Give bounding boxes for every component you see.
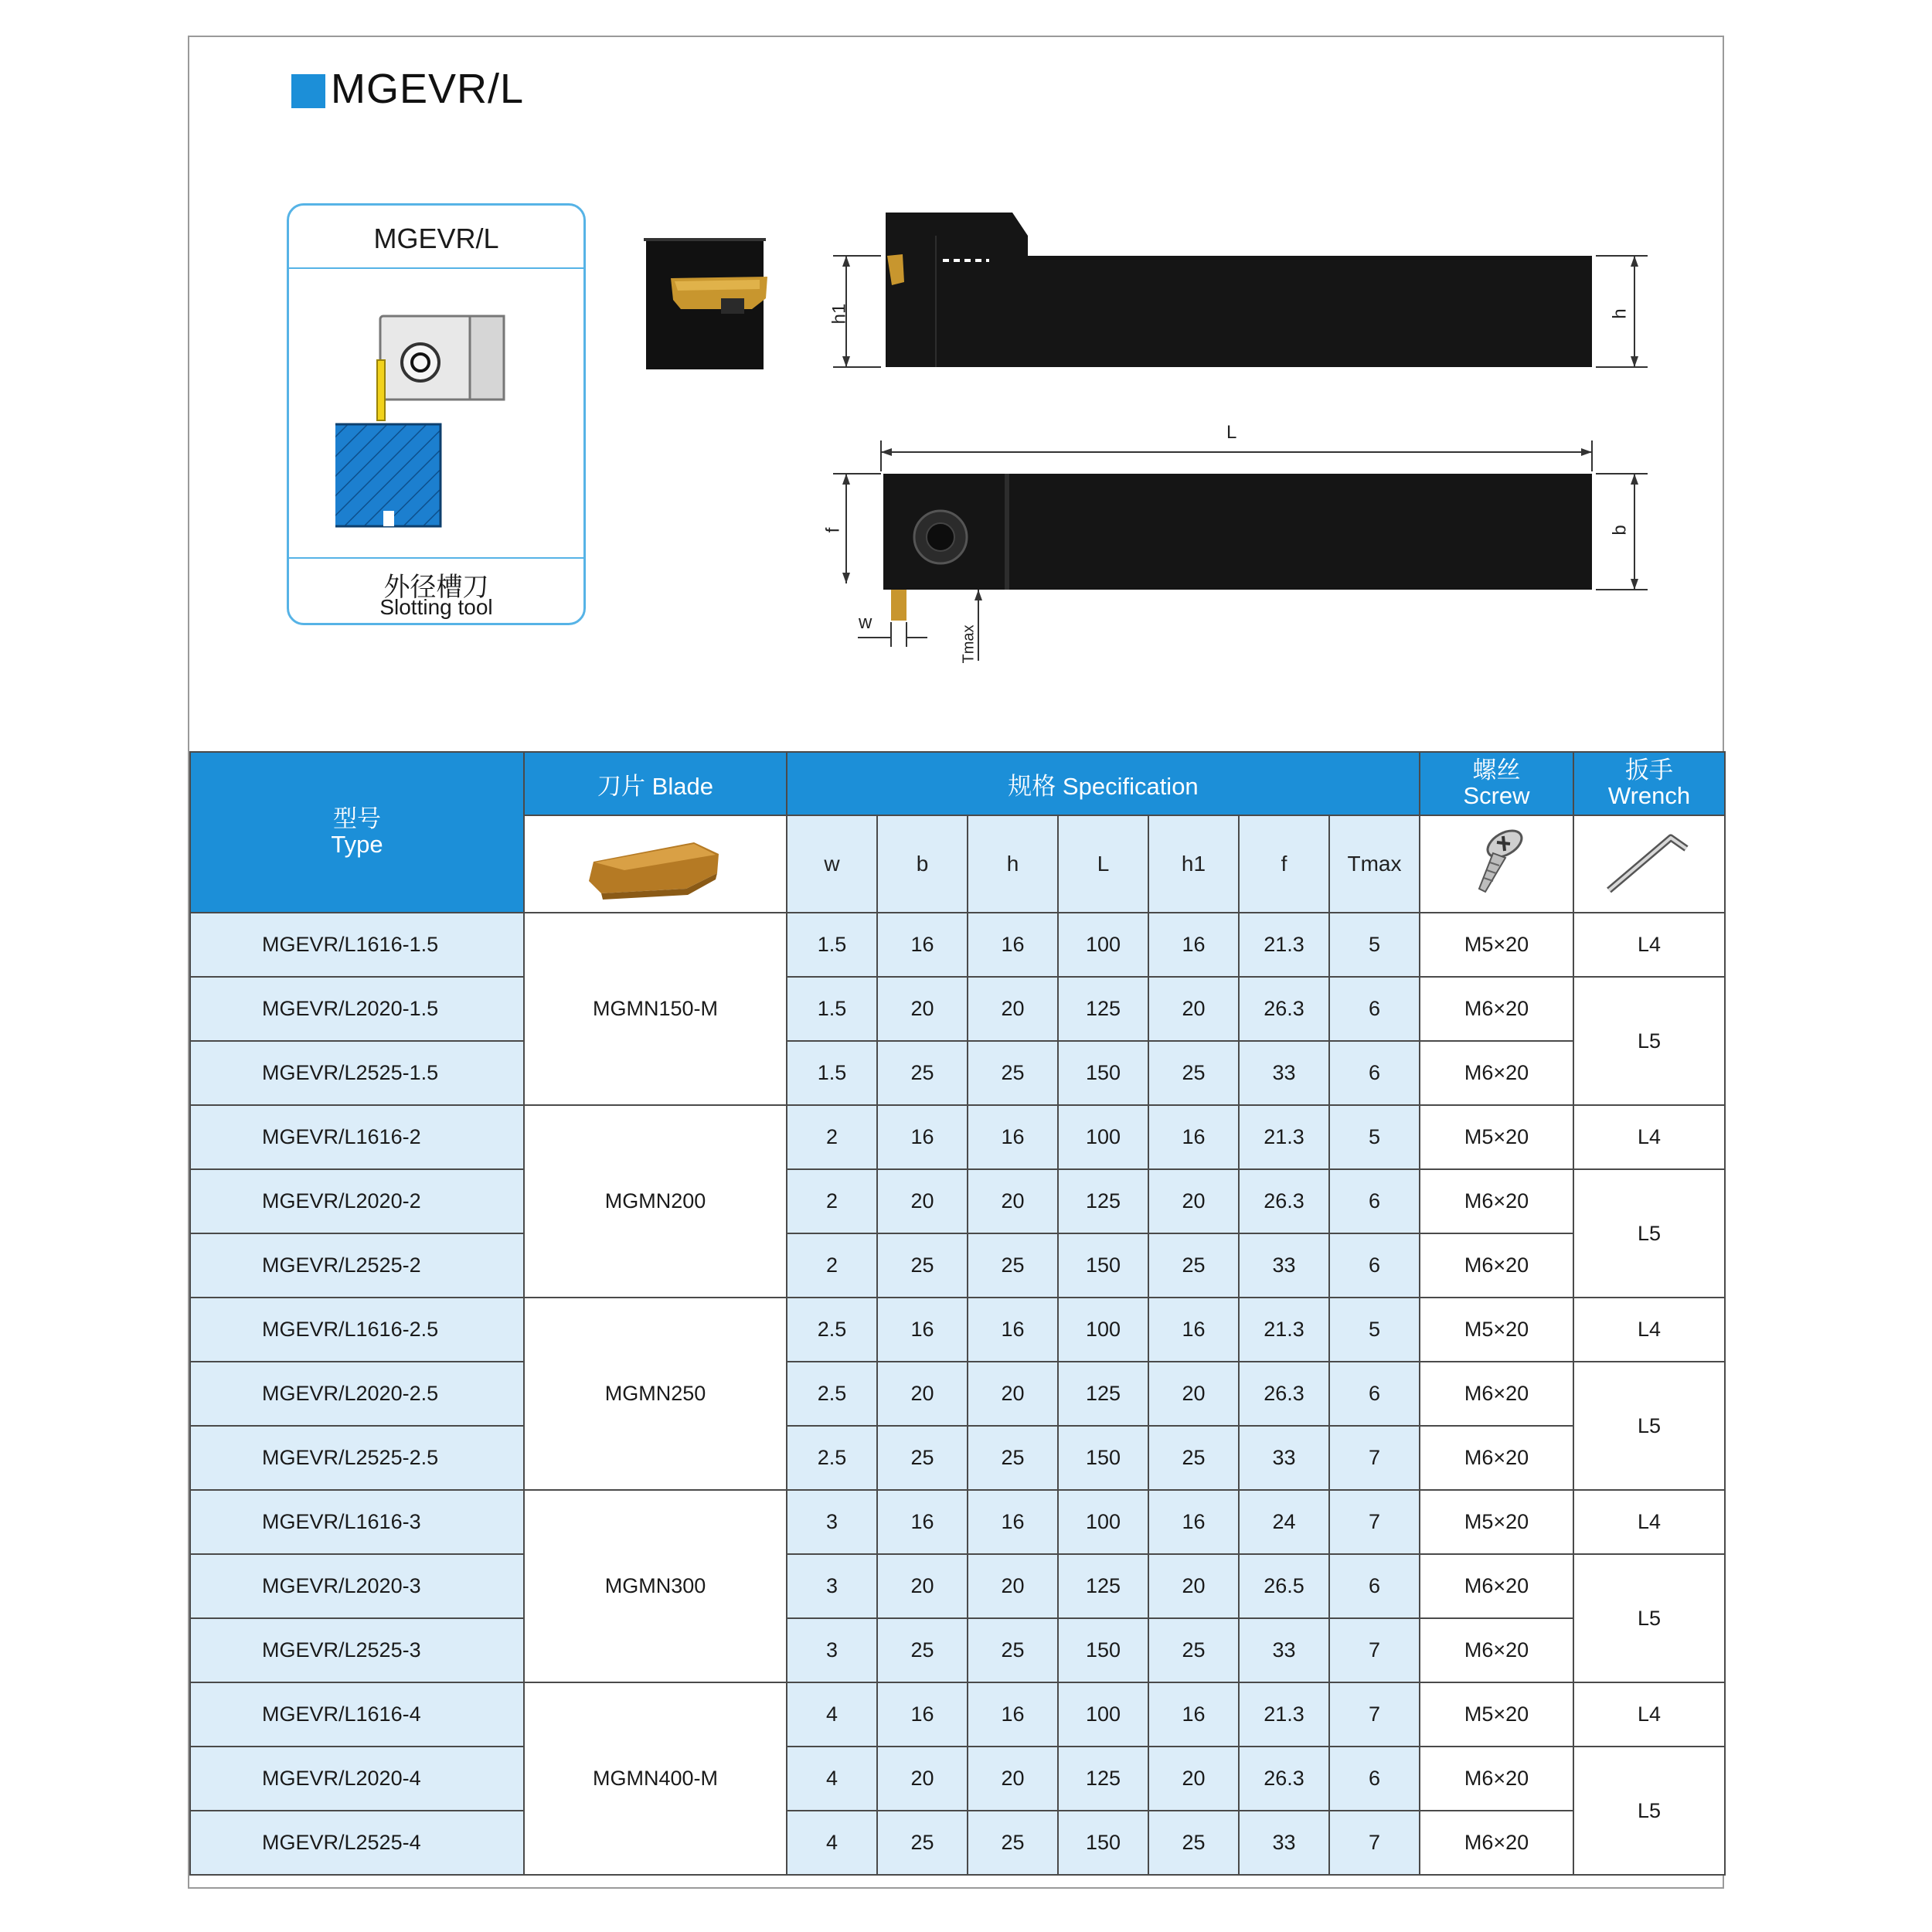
spec-cell-h1: 25 <box>1148 1811 1239 1875</box>
spec-cell-f: 26.3 <box>1239 1362 1329 1426</box>
spec-cell-l: 100 <box>1058 1298 1148 1362</box>
spec-cell-f: 21.3 <box>1239 1105 1329 1169</box>
spec-cell-b: 20 <box>877 1554 968 1618</box>
spec-cell-b: 20 <box>877 1362 968 1426</box>
spec-cell-b: 20 <box>877 977 968 1041</box>
wrench-header: 扳手 Wrench <box>1573 752 1725 815</box>
slotting-illustration <box>335 298 544 546</box>
wrench-cell: L5 <box>1573 1362 1725 1490</box>
wrench-cell: L4 <box>1573 1490 1725 1554</box>
spec-cell-w: 2 <box>787 1105 877 1169</box>
type-cell: MGEVR/L2525-1.5 <box>190 1041 524 1105</box>
type-cell: MGEVR/L1616-1.5 <box>190 913 524 977</box>
spec-cell-h1: 20 <box>1148 1362 1239 1426</box>
spec-cell-w: 3 <box>787 1618 877 1682</box>
spec-cell-h: 20 <box>968 1747 1058 1811</box>
spec-cell-w: 3 <box>787 1490 877 1554</box>
spec-cell-h: 16 <box>968 1682 1058 1747</box>
col-h1: h1 <box>1148 815 1239 913</box>
spec-cell-f: 33 <box>1239 1233 1329 1298</box>
spec-cell-tmax: 6 <box>1329 1747 1420 1811</box>
spec-cell-w: 2 <box>787 1233 877 1298</box>
col-h: h <box>968 815 1058 913</box>
spec-cell-l: 125 <box>1058 1169 1148 1233</box>
blade-cell: MGMN300 <box>524 1490 787 1682</box>
insert-icon <box>578 819 733 904</box>
spec-cell-h1: 25 <box>1148 1233 1239 1298</box>
spec-cell-b: 25 <box>877 1233 968 1298</box>
spec-cell-tmax: 7 <box>1329 1811 1420 1875</box>
spec-cell-h: 25 <box>968 1811 1058 1875</box>
spec-cell-w: 2.5 <box>787 1426 877 1490</box>
wrench-cell: L4 <box>1573 1298 1725 1362</box>
L-label: L <box>1226 422 1237 443</box>
spec-cell-b: 25 <box>877 1618 968 1682</box>
type-cell: MGEVR/L2020-4 <box>190 1747 524 1811</box>
spec-cell-f: 26.3 <box>1239 977 1329 1041</box>
col-w: w <box>787 815 877 913</box>
b-label: b <box>1609 525 1631 536</box>
spec-cell-tmax: 6 <box>1329 1041 1420 1105</box>
spec-cell-l: 100 <box>1058 1105 1148 1169</box>
spec-cell-w: 3 <box>787 1554 877 1618</box>
tmax-label: Tmax <box>960 624 978 664</box>
blade-insert-image <box>524 815 787 913</box>
screw-cell: M6×20 <box>1420 1233 1573 1298</box>
spec-cell-l: 150 <box>1058 1618 1148 1682</box>
spec-cell-w: 2.5 <box>787 1298 877 1362</box>
spec-cell-b: 16 <box>877 1105 968 1169</box>
spec-cell-l: 150 <box>1058 1233 1148 1298</box>
table-row <box>190 1554 1725 1618</box>
spec-cell-b: 16 <box>877 913 968 977</box>
spec-cell-tmax: 7 <box>1329 1618 1420 1682</box>
type-cell: MGEVR/L1616-3 <box>190 1490 524 1554</box>
blade-cell: MGMN250 <box>524 1298 787 1490</box>
screw-cell: M6×20 <box>1420 1362 1573 1426</box>
spec-cell-l: 100 <box>1058 913 1148 977</box>
spec-cell-f: 21.3 <box>1239 1298 1329 1362</box>
spec-cell-tmax: 5 <box>1329 1298 1420 1362</box>
screw-cell: M6×20 <box>1420 1747 1573 1811</box>
table-row <box>190 1682 1725 1747</box>
spec-cell-w: 4 <box>787 1747 877 1811</box>
type-cell: MGEVR/L2020-3 <box>190 1554 524 1618</box>
spec-cell-h1: 25 <box>1148 1618 1239 1682</box>
screw-cell: M6×20 <box>1420 977 1573 1041</box>
spec-cell-h: 20 <box>968 1169 1058 1233</box>
card-title: MGEVR/L <box>373 223 499 254</box>
screw-header: 螺丝 Screw <box>1420 752 1573 815</box>
blade-cell: MGMN400-M <box>524 1682 787 1875</box>
spec-cell-l: 150 <box>1058 1811 1148 1875</box>
spec-cell-f: 33 <box>1239 1426 1329 1490</box>
spec-cell-h: 16 <box>968 1105 1058 1169</box>
spec-cell-h1: 20 <box>1148 977 1239 1041</box>
spec-cell-f: 21.3 <box>1239 1682 1329 1747</box>
spec-cell-h: 20 <box>968 977 1058 1041</box>
spec-header: 规格 Specification <box>787 752 1420 815</box>
wrench-icon <box>1603 827 1696 896</box>
col-b: b <box>877 815 968 913</box>
screw-cell: M6×20 <box>1420 1169 1573 1233</box>
spec-cell-l: 100 <box>1058 1490 1148 1554</box>
type-cell: MGEVR/L2525-2 <box>190 1233 524 1298</box>
spec-cell-b: 25 <box>877 1041 968 1105</box>
spec-cell-b: 25 <box>877 1811 968 1875</box>
title-marker <box>291 74 325 108</box>
spec-cell-f: 26.3 <box>1239 1169 1329 1233</box>
spec-cell-h: 16 <box>968 1298 1058 1362</box>
spec-cell-h1: 25 <box>1148 1426 1239 1490</box>
spec-cell-w: 2.5 <box>787 1362 877 1426</box>
screw-cell: M6×20 <box>1420 1041 1573 1105</box>
spec-cell-f: 33 <box>1239 1811 1329 1875</box>
table-row <box>190 1362 1725 1426</box>
type-cell: MGEVR/L1616-2 <box>190 1105 524 1169</box>
spec-cell-b: 16 <box>877 1682 968 1747</box>
spec-cell-l: 125 <box>1058 977 1148 1041</box>
spec-cell-h1: 20 <box>1148 1169 1239 1233</box>
spec-cell-h: 20 <box>968 1362 1058 1426</box>
spec-cell-w: 1.5 <box>787 913 877 977</box>
spec-cell-b: 16 <box>877 1490 968 1554</box>
col-f: f <box>1239 815 1329 913</box>
page-title: MGEVR/L <box>331 66 525 112</box>
table-row <box>190 1169 1725 1233</box>
spec-cell-w: 1.5 <box>787 1041 877 1105</box>
screw-cell: M5×20 <box>1420 1298 1573 1362</box>
screw-cell: M6×20 <box>1420 1811 1573 1875</box>
spec-cell-tmax: 6 <box>1329 1169 1420 1233</box>
table-row <box>190 977 1725 1041</box>
type-cell: MGEVR/L2525-3 <box>190 1618 524 1682</box>
type-cell: MGEVR/L1616-4 <box>190 1682 524 1747</box>
spec-cell-l: 125 <box>1058 1747 1148 1811</box>
spec-cell-w: 4 <box>787 1682 877 1747</box>
spec-cell-b: 20 <box>877 1169 968 1233</box>
table-row <box>190 1426 1725 1490</box>
specification-table <box>189 751 1726 1876</box>
screw-cell: M6×20 <box>1420 1426 1573 1490</box>
card-label-en: Slotting tool <box>379 595 493 619</box>
spec-cell-f: 33 <box>1239 1618 1329 1682</box>
type-cell: MGEVR/L2020-2.5 <box>190 1362 524 1426</box>
type-cell: MGEVR/L2525-4 <box>190 1811 524 1875</box>
type-header: 型号 Type <box>190 752 524 913</box>
wrench-cell: L5 <box>1573 1169 1725 1298</box>
spec-cell-f: 21.3 <box>1239 913 1329 977</box>
spec-cell-tmax: 6 <box>1329 1233 1420 1298</box>
wrench-cell: L5 <box>1573 1554 1725 1682</box>
col-tmax: Tmax <box>1329 815 1420 913</box>
spec-cell-f: 26.3 <box>1239 1747 1329 1811</box>
col-L: L <box>1058 815 1148 913</box>
spec-cell-tmax: 6 <box>1329 1554 1420 1618</box>
screw-cell: M6×20 <box>1420 1554 1573 1618</box>
spec-cell-h1: 16 <box>1148 1298 1239 1362</box>
spec-cell-w: 4 <box>787 1811 877 1875</box>
wrench-image <box>1573 815 1725 913</box>
spec-cell-h1: 25 <box>1148 1041 1239 1105</box>
spec-cell-w: 1.5 <box>787 977 877 1041</box>
table-row <box>190 913 1725 977</box>
holder-end-image <box>644 238 775 373</box>
card-label-cn: 外径槽刀 <box>383 572 489 603</box>
table-row <box>190 1618 1725 1682</box>
screw-cell: M5×20 <box>1420 1490 1573 1554</box>
type-cell: MGEVR/L2525-2.5 <box>190 1426 524 1490</box>
spec-cell-l: 125 <box>1058 1554 1148 1618</box>
spec-cell-h: 16 <box>968 1490 1058 1554</box>
screw-cell: M5×20 <box>1420 913 1573 977</box>
blade-cell: MGMN150-M <box>524 913 787 1105</box>
table-row <box>190 1747 1725 1811</box>
card-divider <box>289 267 583 269</box>
blade-header: 刀片 Blade <box>524 752 787 815</box>
screw-icon <box>1462 827 1532 896</box>
spec-cell-b: 25 <box>877 1426 968 1490</box>
type-cell: MGEVR/L2020-2 <box>190 1169 524 1233</box>
spec-cell-b: 16 <box>877 1298 968 1362</box>
spec-cell-h1: 16 <box>1148 1490 1239 1554</box>
tool-top-view <box>819 429 1654 676</box>
spec-cell-l: 125 <box>1058 1362 1148 1426</box>
type-cell: MGEVR/L1616-2.5 <box>190 1298 524 1362</box>
type-cell: MGEVR/L2020-1.5 <box>190 977 524 1041</box>
spec-cell-h: 20 <box>968 1554 1058 1618</box>
spec-cell-l: 150 <box>1058 1041 1148 1105</box>
spec-cell-f: 33 <box>1239 1041 1329 1105</box>
spec-cell-tmax: 7 <box>1329 1426 1420 1490</box>
blade-cell: MGMN200 <box>524 1105 787 1298</box>
table-row <box>190 1041 1725 1105</box>
spec-cell-h: 25 <box>968 1618 1058 1682</box>
spec-cell-h1: 16 <box>1148 1105 1239 1169</box>
table-row <box>190 1811 1725 1875</box>
wrench-cell: L5 <box>1573 977 1725 1105</box>
wrench-cell: L4 <box>1573 1682 1725 1747</box>
spec-cell-f: 24 <box>1239 1490 1329 1554</box>
spec-cell-h: 25 <box>968 1233 1058 1298</box>
wrench-cell: L4 <box>1573 913 1725 977</box>
spec-cell-l: 150 <box>1058 1426 1148 1490</box>
spec-cell-tmax: 7 <box>1329 1490 1420 1554</box>
spec-cell-l: 100 <box>1058 1682 1148 1747</box>
f-label: f <box>822 527 844 533</box>
spec-cell-h: 16 <box>968 913 1058 977</box>
wrench-cell: L4 <box>1573 1105 1725 1169</box>
table-row <box>190 1233 1725 1298</box>
screw-cell: M5×20 <box>1420 1682 1573 1747</box>
spec-cell-h1: 20 <box>1148 1747 1239 1811</box>
w-label: w <box>859 612 872 633</box>
spec-cell-b: 20 <box>877 1747 968 1811</box>
table-row <box>190 1105 1725 1169</box>
screw-image <box>1420 815 1573 913</box>
spec-cell-tmax: 6 <box>1329 977 1420 1041</box>
table-row <box>190 1298 1725 1362</box>
spec-cell-tmax: 6 <box>1329 1362 1420 1426</box>
spec-cell-h1: 16 <box>1148 913 1239 977</box>
card-divider <box>289 557 583 559</box>
screw-cell: M6×20 <box>1420 1618 1573 1682</box>
spec-cell-h: 25 <box>968 1041 1058 1105</box>
spec-cell-tmax: 5 <box>1329 1105 1420 1169</box>
spec-cell-tmax: 7 <box>1329 1682 1420 1747</box>
tool-type-card <box>287 203 586 625</box>
h-label: h <box>1609 308 1631 319</box>
spec-cell-f: 26.5 <box>1239 1554 1329 1618</box>
screw-cell: M5×20 <box>1420 1105 1573 1169</box>
table-row <box>190 1490 1725 1554</box>
spec-cell-h1: 16 <box>1148 1682 1239 1747</box>
tool-side-view <box>819 205 1654 383</box>
spec-cell-h1: 20 <box>1148 1554 1239 1618</box>
spec-cell-tmax: 5 <box>1329 913 1420 977</box>
spec-cell-w: 2 <box>787 1169 877 1233</box>
wrench-cell: L5 <box>1573 1747 1725 1875</box>
spec-cell-h: 25 <box>968 1426 1058 1490</box>
table-body <box>190 913 1725 1875</box>
h1-label: h1 <box>828 303 850 325</box>
